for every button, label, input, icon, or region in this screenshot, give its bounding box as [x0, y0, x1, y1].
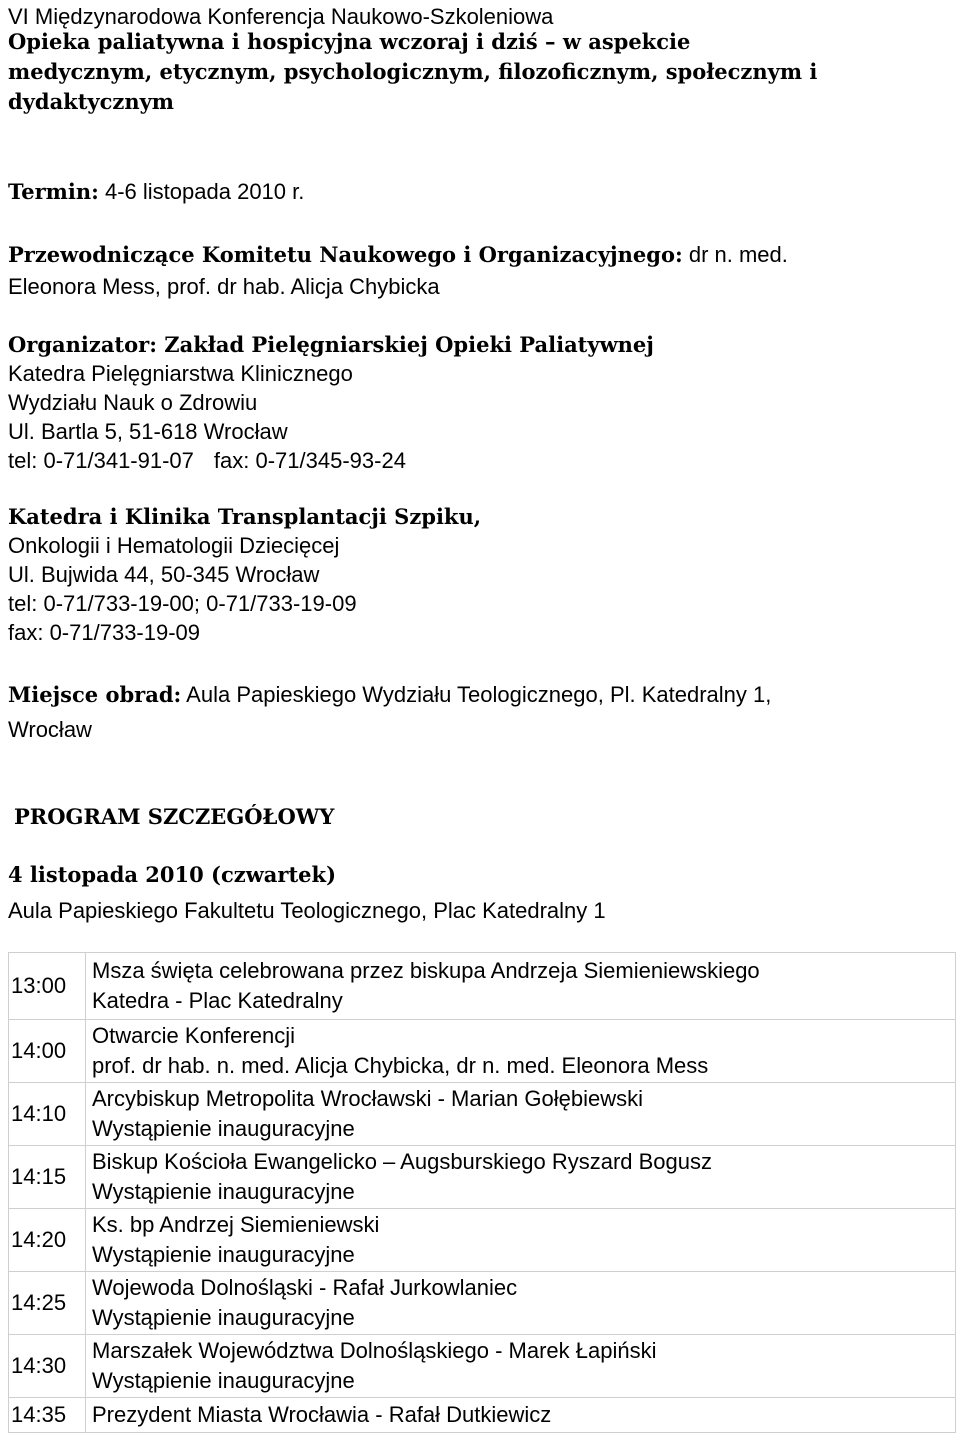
description-line: Prezydent Miasta Wrocławia - Rafał Dutkiewicz [92, 1402, 552, 1427]
organizer-fax: fax: 0-71/345-93-24 [213, 448, 406, 473]
venue-label: Miejsce obrad: [8, 682, 182, 707]
title-line: medycznym, etycznym, psychologicznym, filozoficznym, społecznym i [8, 59, 818, 84]
clinic-line: Ul. Bujwida 44, 50-345 Wrocław [8, 562, 320, 587]
description-cell [86, 1083, 956, 1146]
description-cell [86, 1398, 956, 1433]
organizer-block [8, 330, 654, 475]
organizer-contact [8, 446, 654, 475]
time-cell: 14:20 [9, 1209, 86, 1272]
description-line: Wystąpienie inauguracyjne [92, 1116, 355, 1141]
description-line: Arcybiskup Metropolita Wrocławski - Marian Gołębiewski [92, 1086, 643, 1111]
description-line: Biskup Kościoła Ewangelicko – Augsburskiego Ryszard Bogusz [92, 1149, 712, 1174]
description-cell [86, 1020, 956, 1083]
termin-label: Termin: [8, 179, 99, 204]
title-line: Opieka paliatywna i hospicyjna wczoraj i dziś – w aspekcie [8, 29, 691, 54]
time-cell: 14:30 [9, 1335, 86, 1398]
program-heading: PROGRAM SZCZEGÓŁOWY [14, 804, 335, 829]
clinic-name: Katedra i Klinika Transplantacji Szpiku, [8, 504, 482, 529]
organizer-label: Organizator: [8, 332, 157, 357]
description-line: Wystąpienie inauguracyjne [92, 1179, 355, 1204]
day-venue: Aula Papieskiego Fakultetu Teologicznego, Plac Katedralny 1 [8, 898, 606, 923]
description-cell [86, 1335, 956, 1398]
organizer-line: Katedra Pielęgniarstwa Klinicznego [8, 361, 353, 386]
description-line: prof. dr hab. n. med. Alicja Chybicka, dr n. med. Eleonora Mess [92, 1053, 709, 1078]
title-line: dydaktycznym [8, 89, 175, 114]
description-line: Ks. bp Andrzej Siemieniewski [92, 1212, 380, 1237]
chairs-block [8, 240, 788, 301]
description-line: Wystąpienie inauguracyjne [92, 1242, 355, 1267]
description-cell [86, 1209, 956, 1272]
table-row [9, 1083, 956, 1146]
chairs-label: Przewodniczące Komitetu Naukowego i Organizacyjnego: [8, 242, 683, 267]
table-row [9, 1272, 956, 1335]
time-cell: 13:00 [9, 953, 86, 1020]
table-row [9, 1209, 956, 1272]
organizer-tel: tel: 0-71/341-91-07 [8, 448, 194, 473]
table-row [9, 1146, 956, 1209]
venue-value-1: Aula Papieskiego Wydziału Teologicznego, Pl. Katedralny 1, [186, 682, 772, 707]
table-row [9, 953, 956, 1020]
clinic-block [8, 502, 481, 647]
venue-block [8, 680, 771, 744]
chairs-value-2: Eleonora Mess, prof. dr hab. Alicja Chybicka [8, 274, 440, 299]
description-cell [86, 1272, 956, 1335]
description-line: Katedra - Plac Katedralny [92, 988, 343, 1013]
conference-line: VI Międzynarodowa Konferencja Naukowo-Szkoleniowa [8, 4, 554, 29]
time-cell: 14:00 [9, 1020, 86, 1083]
organizer-line: Wydziału Nauk o Zdrowiu [8, 390, 258, 415]
termin-line [8, 177, 304, 206]
table-row [9, 1335, 956, 1398]
organizer-line: Ul. Bartla 5, 51-618 Wrocław [8, 419, 288, 444]
chairs-value-1: dr n. med. [688, 242, 788, 267]
organizer-name: Zakład Pielęgniarskiej Opieki Paliatywnej [164, 332, 654, 357]
description-line: Wystąpienie inauguracyjne [92, 1305, 355, 1330]
clinic-line: Onkologii i Hematologii Dziecięcej [8, 533, 340, 558]
table-row [9, 1398, 956, 1433]
termin-value: 4-6 listopada 2010 r. [105, 179, 305, 204]
venue-value-2: Wrocław [8, 717, 92, 742]
clinic-line: fax: 0-71/733-19-09 [8, 620, 201, 645]
description-line: Wystąpienie inauguracyjne [92, 1368, 355, 1393]
table-row [9, 1020, 956, 1083]
time-cell: 14:25 [9, 1272, 86, 1335]
day-heading: 4 listopada 2010 (czwartek) [8, 862, 337, 887]
description-line: Wojewoda Dolnośląski - Rafał Jurkowlaniec [92, 1275, 518, 1300]
description-line: Otwarcie Konferencji [92, 1023, 295, 1048]
description-cell [86, 1146, 956, 1209]
time-cell: 14:35 [9, 1398, 86, 1433]
time-cell: 14:10 [9, 1083, 86, 1146]
program-table [8, 952, 956, 1433]
description-cell [86, 953, 956, 1020]
description-line: Msza święta celebrowana przez biskupa Andrzeja Siemieniewskiego [92, 958, 760, 983]
clinic-line: tel: 0-71/733-19-00; 0-71/733-19-09 [8, 591, 357, 616]
conference-title [8, 27, 817, 117]
time-cell: 14:15 [9, 1146, 86, 1209]
description-line: Marszałek Województwa Dolnośląskiego - Marek Łapiński [92, 1338, 657, 1363]
